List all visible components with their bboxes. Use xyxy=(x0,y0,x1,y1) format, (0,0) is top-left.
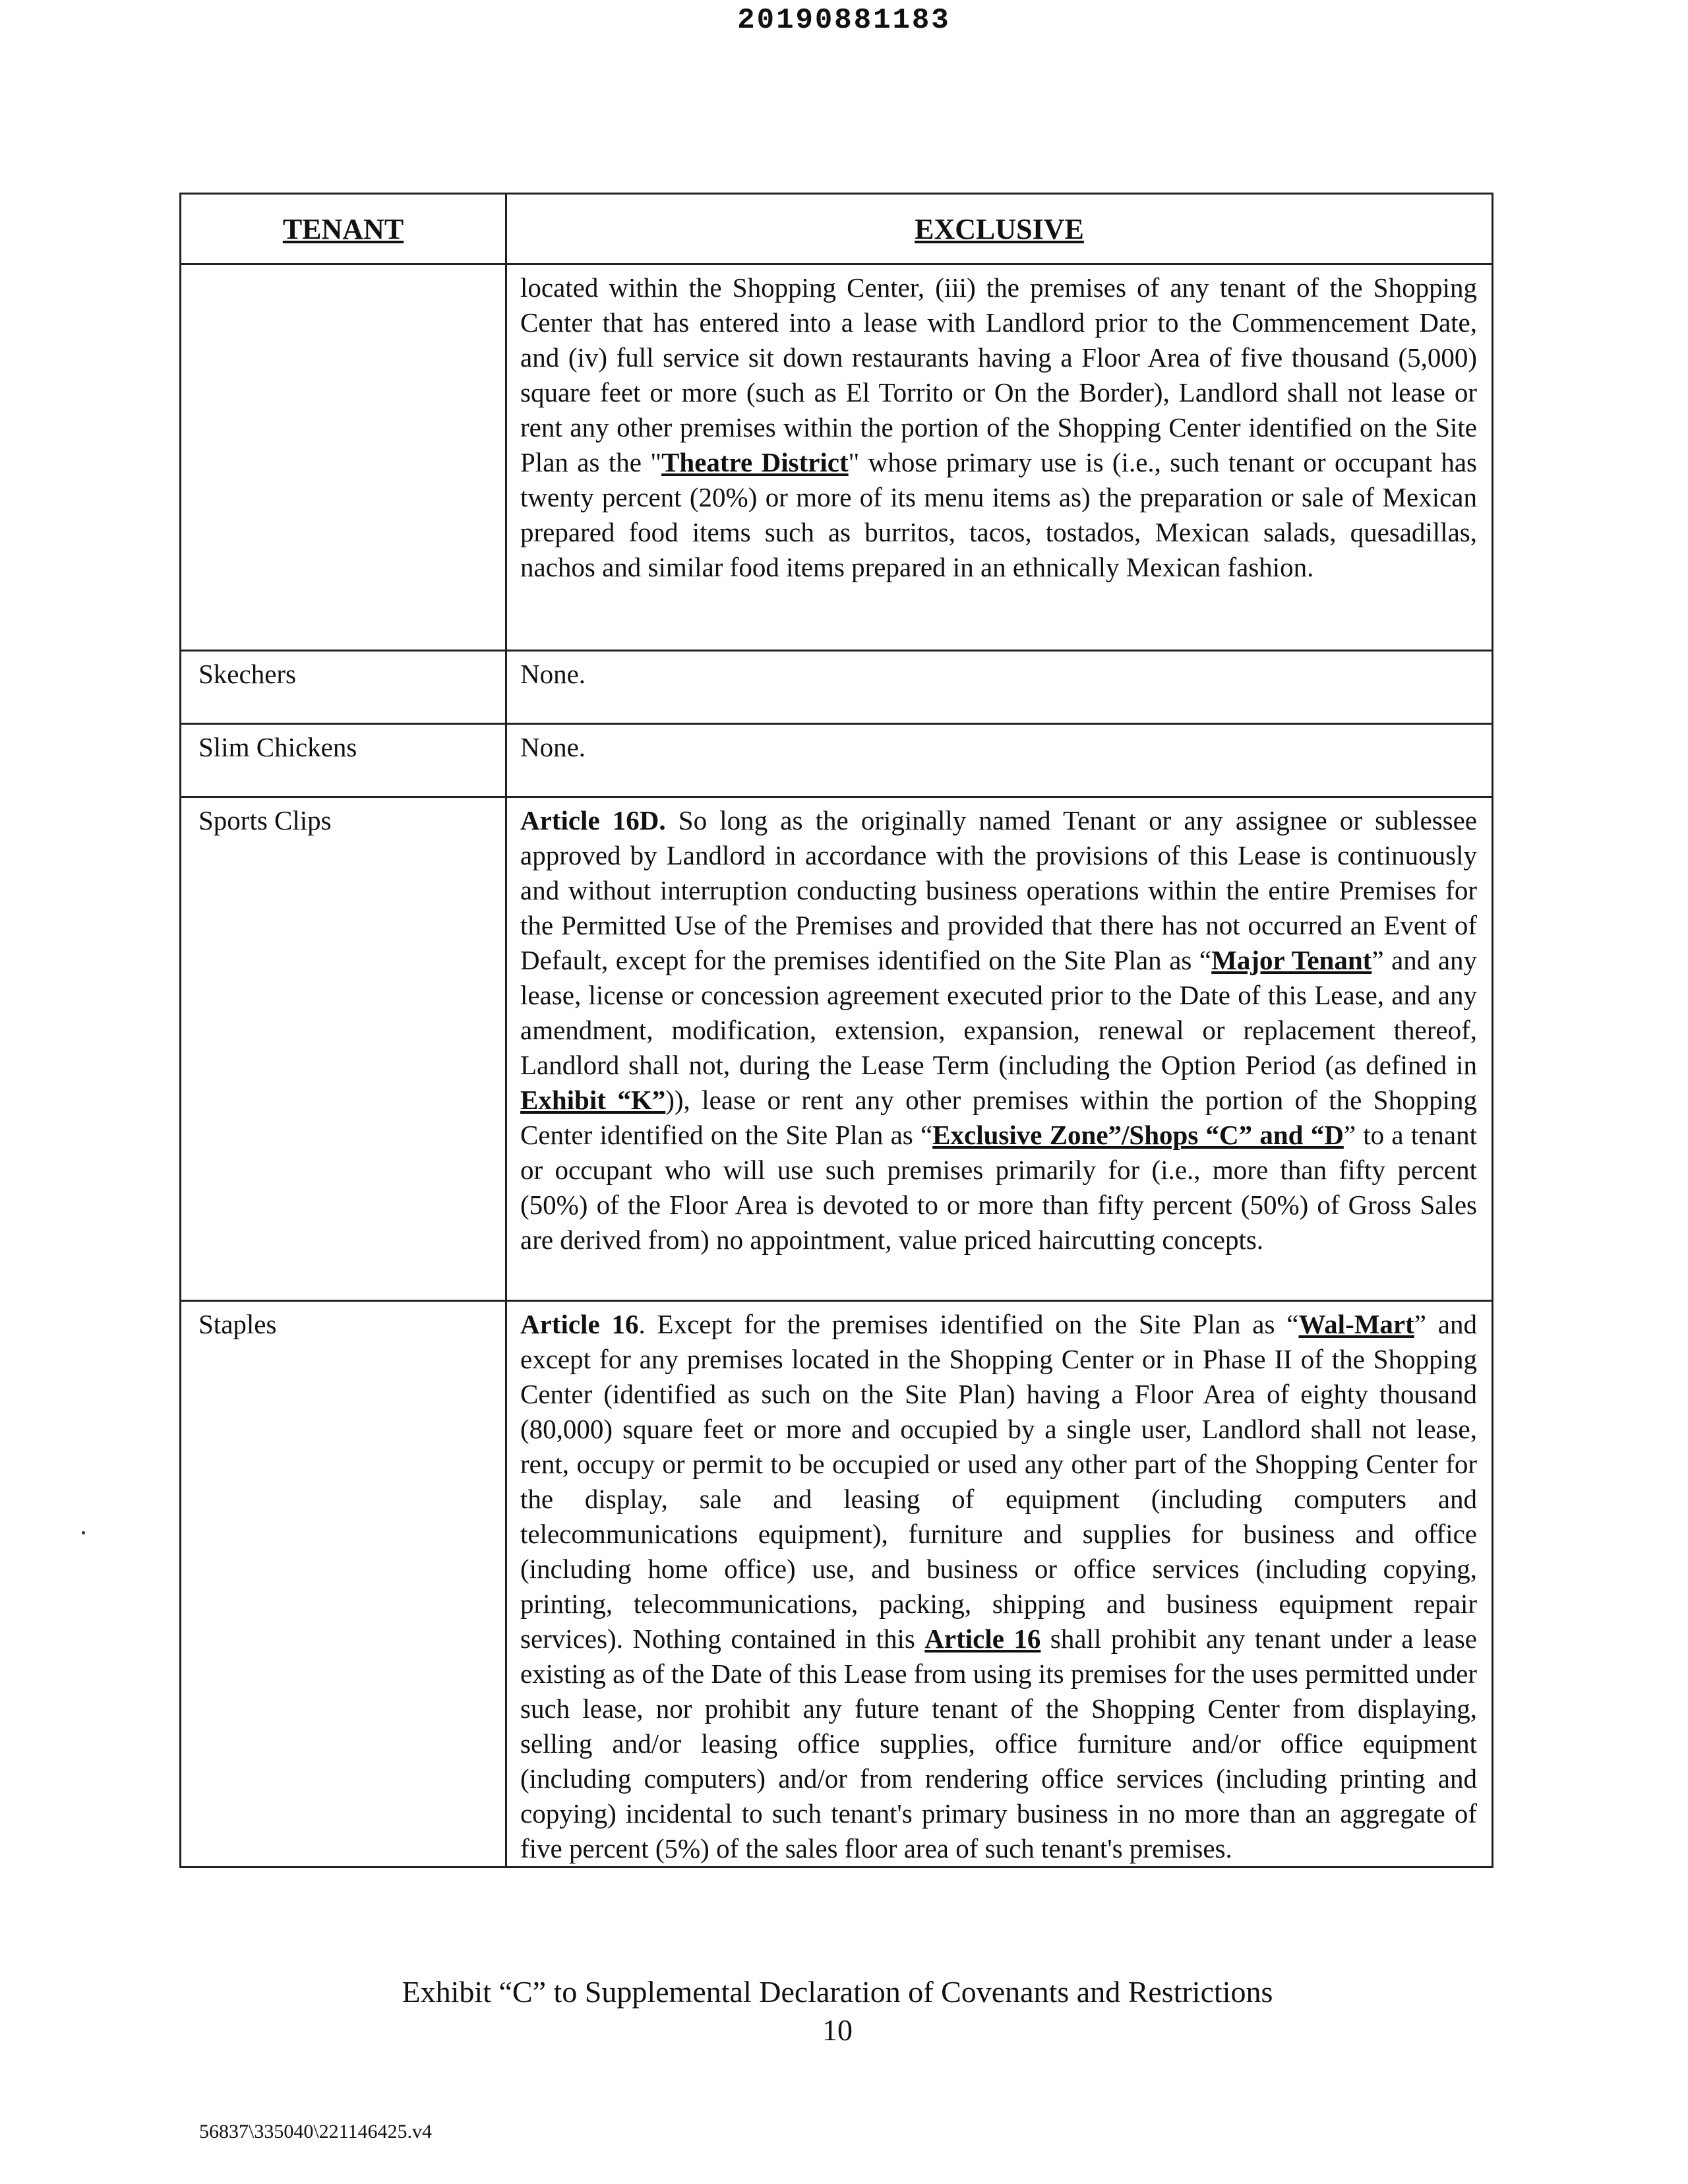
table-row-sports-clips xyxy=(181,797,1493,1301)
table-row-skechers xyxy=(181,651,1493,724)
exclusive-text xyxy=(520,803,1477,1258)
tenant-name: Skechers xyxy=(181,651,506,724)
table-header-row xyxy=(181,194,1493,264)
text-segment: " whose primary use is (i.e., such tenant or occupant has twenty percent (20%) or more of its menu items as) the preparation or sale of Mexican prepared food items such as burritos, tacos, tostados, Mexican salads, quesadillas, nachos and similar food items prepared in an ethnically Mexican fashion. xyxy=(520,447,1477,582)
stray-dot-mark xyxy=(82,1531,85,1534)
text-segment: located within the Shopping Center, (iii) the premises of any tenant of the Shopping Center that has entered into a lease with Landlord prior to the Commencement Date, and (iv) full service sit down restaurants having a Floor Area of five thousand (5,000) square feet or more (such as El Torrito or On the Border), Landlord shall not lease or rent any other premises within the portion of the Shopping Center identified on the Site Plan as the " xyxy=(520,272,1477,477)
header-tenant: TENANT xyxy=(181,194,506,264)
table-row-staples xyxy=(181,1301,1493,1867)
text-segment: ” to a tenant or occupant who will use such premises primarily for (i.e., more than fifty percent (50%) of the Floor Area is devoted to or more than fifty percent (50%) of Gross Sales are derived from) no appointment, value priced haircutting concepts. xyxy=(520,1120,1477,1255)
text-segment: So long as the originally named Tenant or any assignee or sublessee approved by Landlord in accordance with the provisions of this Lease is continuously and without interruption conducting business operations within the entire Premises for the Permitted Use of the Premises and provided that there has not occurred an Event of Default, except for the premises identified on the Site Plan as “ xyxy=(520,805,1478,975)
text-segment: shall prohibit any tenant under a lease existing as of the Date of this Lease from using its premises for the uses permitted under such lease, nor prohibit any future tenant of the Shopping Center from displaying, selling and/or leasing office supplies, office furniture and/or office equipment (including computers) and/or from rendering office services (including printing and copying) incidental to such tenant's primary business in no more than an aggregate of five percent (5%) of the sales floor area of such tenant's premises. xyxy=(520,1623,1477,1864)
table-row-slim-chickens xyxy=(181,724,1493,797)
page-number: 10 xyxy=(822,2013,853,2047)
document-id: 56837\335040\221146425.v4 xyxy=(199,2121,433,2142)
recording-number: 20190881183 xyxy=(737,4,951,37)
text-segment: . Except for the premises identified on the Site Plan as “ xyxy=(638,1309,1299,1339)
defined-term-major-tenant: Major Tenant xyxy=(1211,945,1372,975)
exclusive-cell xyxy=(506,797,1493,1301)
text-segment: )), lease or rent any other premises within the portion of the Shopping Center identified on the Site Plan as “ xyxy=(520,1085,1477,1150)
article-heading: Article 16 xyxy=(520,1309,639,1339)
exclusive-text xyxy=(520,270,1477,585)
tenant-name: Staples xyxy=(181,1301,506,1867)
defined-term-wal-mart: Wal-Mart xyxy=(1298,1309,1414,1339)
table-row-continuation xyxy=(181,264,1493,651)
tenant-cell-empty xyxy=(181,264,506,651)
defined-term-theatre-district: Theatre District xyxy=(661,447,849,477)
defined-term-article-16: Article 16 xyxy=(924,1623,1041,1654)
defined-term-exclusive-zone: Exclusive Zone”/Shops “C” and “D xyxy=(932,1120,1344,1150)
tenant-name: Slim Chickens xyxy=(181,724,506,797)
exclusive-cell xyxy=(506,264,1493,651)
text-segment: ” and any lease, license or concession agreement executed prior to the Date of this Lease, and any amendment, modification, extension, expansion, renewal or replacement thereof, Landlord shall not, during the Lease Term (including the Option Period (as defined in xyxy=(520,945,1478,1080)
exclusive-cell xyxy=(506,651,1493,724)
exclusives-table xyxy=(179,193,1493,1868)
text-segment: ” and except for any premises located in the Shopping Center or in Phase II of the Shopping Center (identified as such on the Site Plan) having a Floor Area of eighty thousand (80,000) square feet or more and occupied by a single user, Landlord shall not lease, rent, occupy or permit to be occupied or used any other part of the Shopping Center for the display, sale and leasing of equipment (including computers and telecommunications equipment), furniture and supplies for business and office (including home office) use, and business or office services (including copying, printing, telecommunications, packing, shipping and business equipment repair services). Nothing contained in this xyxy=(520,1309,1477,1654)
exclusive-text: None. xyxy=(520,732,586,762)
exclusive-text xyxy=(520,1307,1477,1866)
footer-title: Exhibit “C” to Supplemental Declaration of Covenants and Restrictions xyxy=(402,1975,1273,2009)
header-exclusive: EXCLUSIVE xyxy=(506,194,1493,264)
defined-term-exhibit-k: Exhibit “K” xyxy=(520,1085,666,1115)
exclusive-cell xyxy=(506,1301,1493,1867)
exclusive-cell xyxy=(506,724,1493,797)
tenant-name: Sports Clips xyxy=(181,797,506,1301)
exclusive-text: None. xyxy=(520,659,586,689)
article-heading: Article 16D. xyxy=(520,805,666,835)
